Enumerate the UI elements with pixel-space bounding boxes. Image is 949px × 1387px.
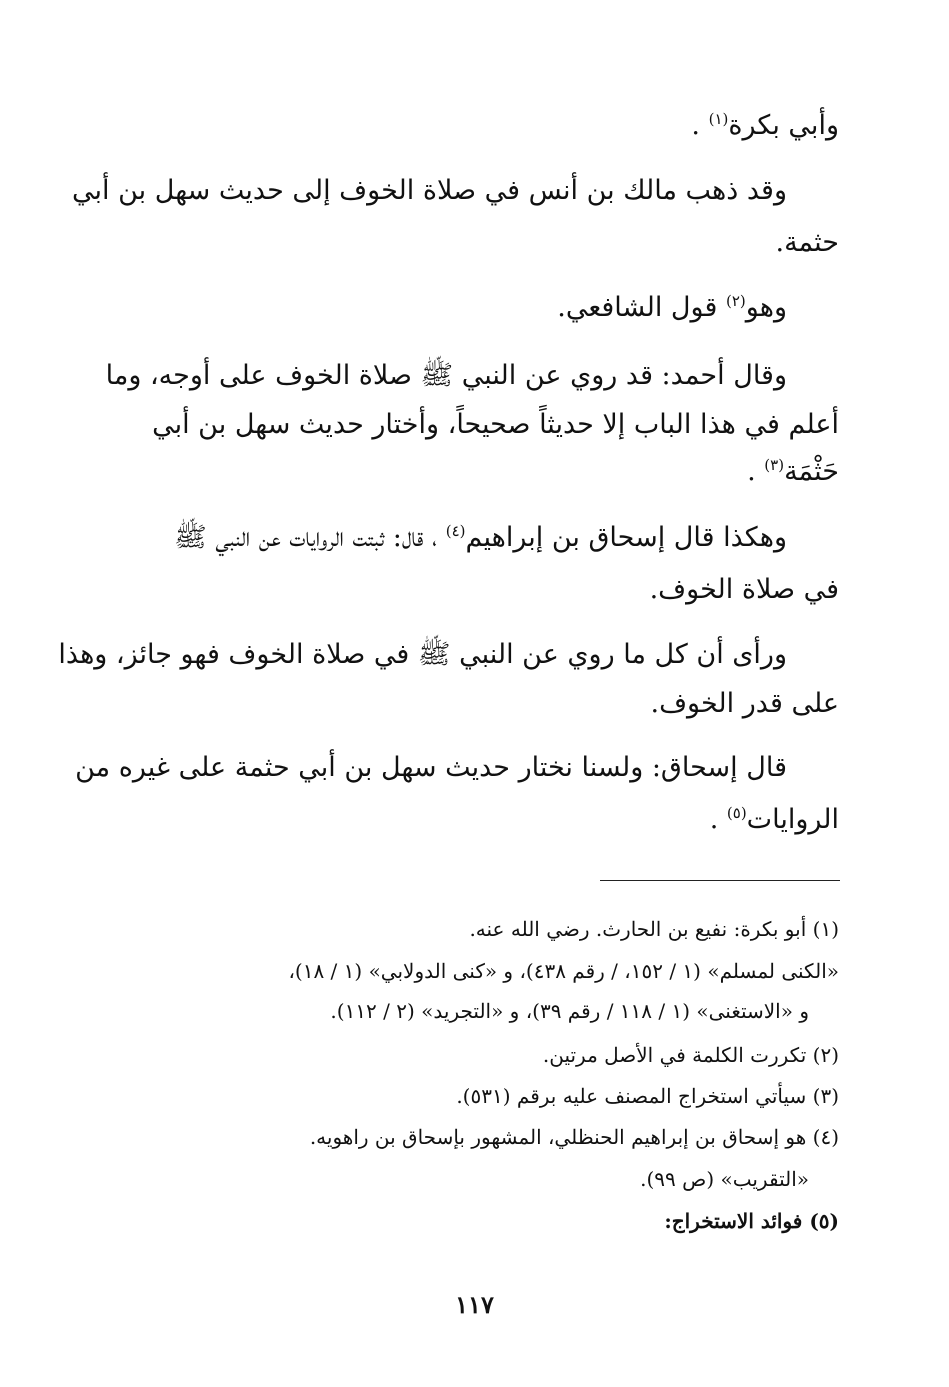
footnote-3: (٣) سيأتي استخراج المصنف عليه برقم (٥٣١). xyxy=(456,1084,839,1108)
footnote-4-line-1: (٤) هو إسحاق بن إبراهيم الحنظلي، المشهور بإسحاق بن راهويه. xyxy=(309,1125,839,1149)
text-span: . xyxy=(709,804,727,835)
footnote-1-line-3: و «الاستغنى» (١ / ١١٨ / رقم ٣٩)، و «التجريد» (٢ / ١١٢). xyxy=(330,999,809,1023)
footnote-ref[interactable]: (٤) xyxy=(445,522,466,540)
paragraph-3-line-1 xyxy=(557,280,787,336)
text-span: قول الشافعي. xyxy=(557,292,726,323)
paragraph-4-line-3 xyxy=(747,444,839,500)
paragraph-2-line-2: حثمة. xyxy=(775,227,839,258)
paragraph-2-line-1: وقد ذهب مالك بن أنس في صلاة الخوف إلى حديث سهل بن أبي xyxy=(72,175,787,206)
footnote-5: (٥) فوائد الاستخراج: xyxy=(664,1209,839,1233)
footnote-ref[interactable]: (٢) xyxy=(725,292,746,310)
text-span: . xyxy=(747,456,765,487)
paragraph-5-line-2: في صلاة الخوف. xyxy=(649,574,839,605)
paragraph-5-line-1 xyxy=(174,510,787,566)
footnote-ref[interactable]: (١) xyxy=(708,110,729,128)
footnote-1-line-2: «الكنى لمسلم» (١ / ١٥٢، / رقم ٤٣٨)، و «كنى الدولابي» (١ / ١٨)، xyxy=(288,959,839,983)
page-number: ١١٧ xyxy=(455,1290,494,1319)
text-span: وهو xyxy=(745,292,787,323)
paragraph-4-line-2: أعلم في هذا الباب إلا حديثاً صحيحاً، وأختار حديث سهل بن أبي xyxy=(152,409,839,440)
text-span: . xyxy=(691,110,709,141)
text-span: ، قال: ثبتت الروايات عن النبي ﷺ xyxy=(174,522,446,553)
text-span: وأبي بكرة xyxy=(728,110,839,141)
text-span: وهكذا قال إسحاق بن إبراهيم xyxy=(465,522,787,553)
paragraph-7-line-2 xyxy=(710,792,839,848)
paragraph-6-line-1: ورأى أن كل ما روي عن النبي ﷺ في صلاة الخوف فهو جائز، وهذا xyxy=(58,639,787,670)
footnote-4-line-2: «التقريب» (ص ٩٩). xyxy=(640,1167,809,1191)
footnote-ref[interactable]: (٣) xyxy=(764,456,785,474)
footnote-divider xyxy=(600,880,840,881)
text-span: الروايات xyxy=(746,804,839,835)
paragraph-6-line-2: على قدر الخوف. xyxy=(650,688,839,719)
footnote-1-line-1: (١) أبو بكرة: نفيع بن الحارث. رضي الله عنه. xyxy=(469,917,839,941)
text-span: حَثْمَة xyxy=(784,456,839,487)
paragraph-1-line-1 xyxy=(691,98,839,154)
paragraph-7-line-1: قال إسحاق: ولسنا نختار حديث سهل بن أبي حثمة على غيره من xyxy=(75,752,787,783)
paragraph-4-line-1: وقال أحمد: قد روي عن النبي ﷺ صلاة الخوف على أوجه، وما xyxy=(105,360,787,391)
footnote-2: (٢) تكررت الكلمة في الأصل مرتين. xyxy=(542,1043,839,1067)
footnote-ref[interactable]: (٥) xyxy=(726,804,747,822)
